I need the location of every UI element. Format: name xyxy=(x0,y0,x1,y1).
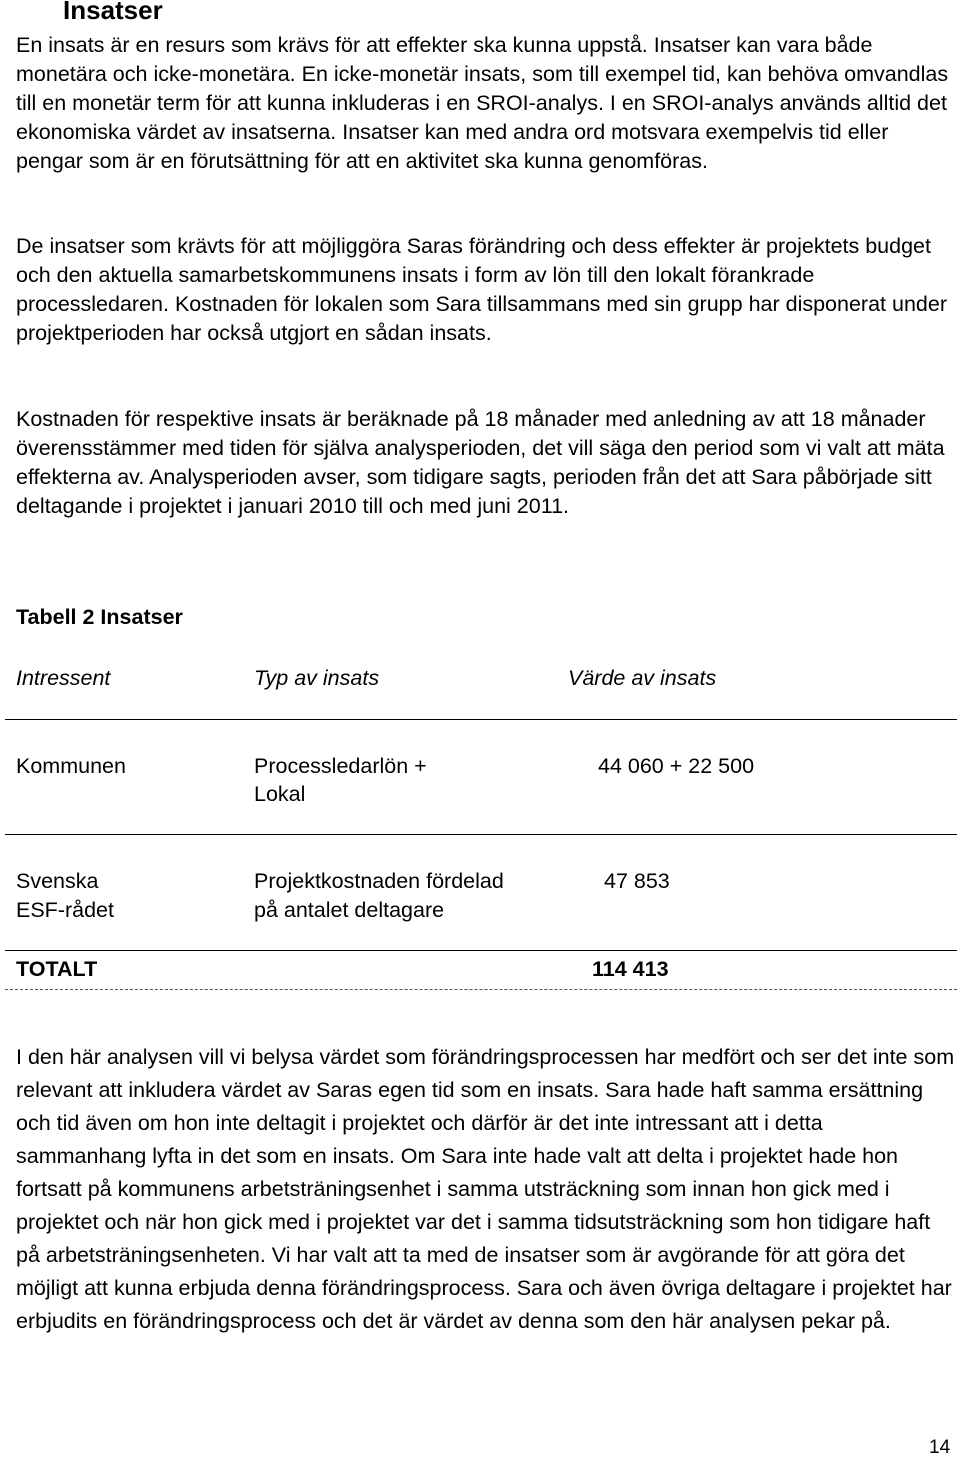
table-cell-type: Projektkostnaden fördelad xyxy=(254,869,504,893)
table-header-value: Värde av insats xyxy=(568,666,717,690)
paragraph-analysis-scope: I den här analysen vill vi belysa värdet som förändringsprocessen har medfört och ser det inte som relevant att inkludera värdet av Saras egen tid som en insats. Sara hade haft samma ersättning och tid även om hon inte deltagit i projektet och därför är det inte intressant att i detta sammanhang lyfta in det som en insats. Om Sara inte hade valt att delta i projektet hade hon fortsatt på kommunens arbetsträningsenhet i samma utsträckning som innan hon gick med i projektet och när hon gick med i projektet var det i samma tidsutsträckning som hon tidigare haft på arbetsträningsenheten. Vi har valt att ta med de insatser som är avgörande för att göra det möjligt att kunna erbjuda denna förändringsprocess. Sara och även övriga deltagare i projektet har erbjudits en förändringsprocess och det är värdet av denna som den här analysen pekar på. xyxy=(16,1045,955,1333)
table-cell-value: 44 060 + 22 500 xyxy=(598,754,755,778)
table-cell-type: Processledarlön + xyxy=(254,754,427,778)
table-rule xyxy=(5,719,957,720)
paragraph-inputs: De insatser som krävts för att möjliggöra Saras förändring och dess effekter är projektets budget och den aktuella samarbetskommunens insats i form av lön till den lokalt förankrade processledaren. Kostnaden för lokalen som Sara tillsammans med sin grupp har disponerat under projektperioden har också utgjort en sådan insats. xyxy=(16,234,947,345)
table-cell-type-line2: på antalet deltagare xyxy=(254,898,445,922)
table-caption: Tabell 2 Insatser xyxy=(16,605,183,629)
table-rule xyxy=(5,834,957,835)
table-cell-type-line2: Lokal xyxy=(254,782,306,806)
table-header-type: Typ av insats xyxy=(254,666,380,690)
table-total-value: 114 413 xyxy=(592,957,669,981)
table-cell-value: 47 853 xyxy=(604,869,670,893)
table-cell-stakeholder: Kommunen xyxy=(16,754,126,778)
paragraph-intro: En insats är en resurs som krävs för att effekter ska kunna uppstå. Insatser kan vara både monetära och icke-monetära. En icke-monetär insats, som till exempel tid, kan behöva omvandlas till en monetär term för att kunna inkluderas i en SROI-analys. I en SROI-analys används alltid det ekonomiska värdet av insatserna. Insatser kan med andra ord motsvara exempelvis tid eller pengar som är en förutsättning för att en aktivitet ska kunna genomföras. xyxy=(16,33,949,173)
section-heading: Insatser xyxy=(63,0,163,25)
table-rule-total xyxy=(5,989,957,990)
page-number: 14 xyxy=(929,1437,951,1458)
table-cell-stakeholder: Svenska xyxy=(16,869,99,893)
table-header-stakeholder: Intressent xyxy=(16,666,111,690)
table-total-label: TOTALT xyxy=(16,957,98,981)
table-cell-stakeholder-line2: ESF-rådet xyxy=(16,898,114,922)
table-rule xyxy=(5,950,957,951)
paragraph-cost-period: Kostnaden för respektive insats är beräknade på 18 månader med anledning av att 18 månader överensstämmer med tiden för själva analysperioden, det vill säga den period som vi valt att mäta effekterna av. Analysperioden avser, som tidigare sagts, perioden från det att Sara påbörjade sitt deltagande i projektet i januari 2010 till och med juni 2011. xyxy=(16,407,945,518)
